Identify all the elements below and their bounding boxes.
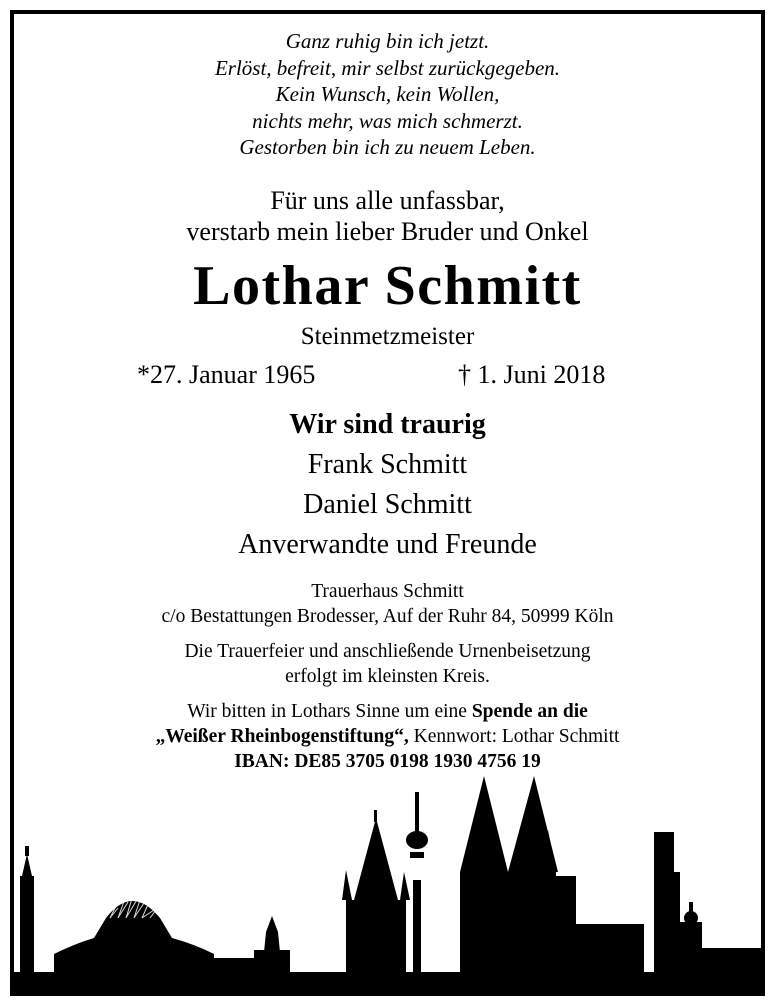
announcement-line: Für uns alle unfassbar, [270, 185, 505, 215]
poem [14, 28, 761, 161]
ceremony-line: erfolgt im kleinsten Kreis. [285, 665, 490, 687]
obituary-frame [10, 10, 765, 996]
deceased-profession: Steinmetzmeister [300, 322, 475, 350]
donation-bold: Spende an die [471, 700, 588, 722]
donation-keyword: Kennwort: Lothar Schmitt [408, 725, 620, 747]
poem-line: Ganz ruhig bin ich jetzt. [285, 29, 490, 53]
mourner-name: Daniel Schmitt [303, 488, 472, 520]
donation-notice [14, 699, 761, 774]
deceased-name: Lothar Schmitt [193, 254, 582, 317]
poem-line: nichts mehr, was mich schmerzt. [252, 108, 523, 133]
mourners-heading: Wir sind traurig [289, 408, 486, 440]
donation-line-1 [14, 699, 761, 724]
address-line: Trauerhaus Schmitt [311, 580, 464, 602]
address [14, 579, 761, 629]
cologne-skyline-image [14, 772, 761, 992]
announcement-line: verstarb mein lieber Bruder und Onkel [186, 216, 589, 246]
obituary-content [14, 14, 761, 774]
ceremony-notice [14, 639, 761, 689]
donation-line-2 [14, 724, 761, 749]
announcement [14, 185, 761, 247]
donation-text: Wir bitten in Lothars Sinne um eine [187, 700, 472, 722]
life-dates [14, 359, 761, 391]
ceremony-line: Die Trauerfeier und anschließende Urnenbeisetzung [184, 640, 591, 662]
mourner-name: Frank Schmitt [307, 448, 468, 480]
iban: IBAN: DE85 3705 0198 1930 4756 19 [234, 750, 541, 772]
address-line: c/o Bestattungen Brodesser, Auf der Ruhr 84, 50999 Köln [161, 605, 614, 627]
death-date: † 1. Juni 2018 [458, 359, 606, 389]
poem-line: Erlöst, befreit, mir selbst zurückgegeben. [214, 55, 561, 80]
poem-line: Gestorben bin ich zu neuem Leben. [239, 135, 536, 159]
birth-date: *27. Januar 1965 [137, 359, 316, 389]
mourners [14, 405, 761, 565]
foundation-name: „Weißer Rheinbogenstiftung“, [155, 725, 409, 747]
poem-line: Kein Wunsch, kein Wollen, [275, 82, 500, 106]
mourner-name: Anverwandte und Freunde [238, 528, 537, 560]
